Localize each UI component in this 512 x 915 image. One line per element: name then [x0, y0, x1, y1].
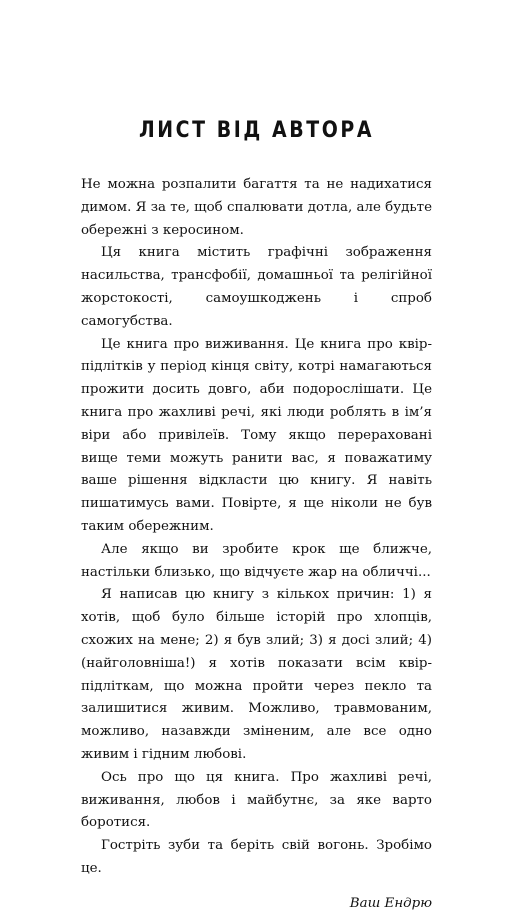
paragraph: Гостріть зуби та беріть свій вогонь. Зробімо це. [81, 838, 432, 876]
paragraph: Ось про що ця книга. Про жахливі речі, виживання, любов і майбутнє, за яке варто боротися. [81, 769, 432, 831]
paragraph: Я написав цю книгу з кількох причин: 1) я хотів, щоб було більше історій про хлопців, схожих на мене; 2) я був злий; 3) я досі злий; 4) (найголовніша!) я хотів показати всім квір-підліткам, що можна пройти через пекло та залишитися живим. Можливо, травмованим, можливо, назавжди зміненим, але все одно живим і гідним любові. [81, 587, 432, 762]
paragraph: Не можна розпалити багаття та не надихатися димом. Я за те, щоб спалювати дотла, але будьте обережні з керосином. [81, 177, 432, 238]
paragraph: Ця книга містить графічні зображення насильства, трансфобії, домашньої та релігійної жорстокості, самоушкоджень і спроб самогубства. [81, 245, 432, 329]
author-signature: Ваш Ендрю [349, 895, 432, 911]
paragraph: Це книга про виживання. Це книга про квір-підлітків у період кінця світу, котрі намагаються прожити досить довго, аби подорослішати. Це книга про жахливі речі, які люди роблять в ім’я віри або привілеїв. Тому якщо перераховані вище теми можуть ранити вас, я поважатиму ваше рішення відкласти цю книгу. Я навіть пишатимусь вами. Повірте, я ще ніколи не був таким обережним. [81, 336, 432, 534]
page-title: ЛИСТ ВІД АВТОРА [138, 118, 375, 143]
letter-body [81, 174, 432, 881]
paragraph: Але якщо ви зробите крок ще ближче, настільки близько, що відчуєте жар на обличчі... [81, 541, 432, 580]
